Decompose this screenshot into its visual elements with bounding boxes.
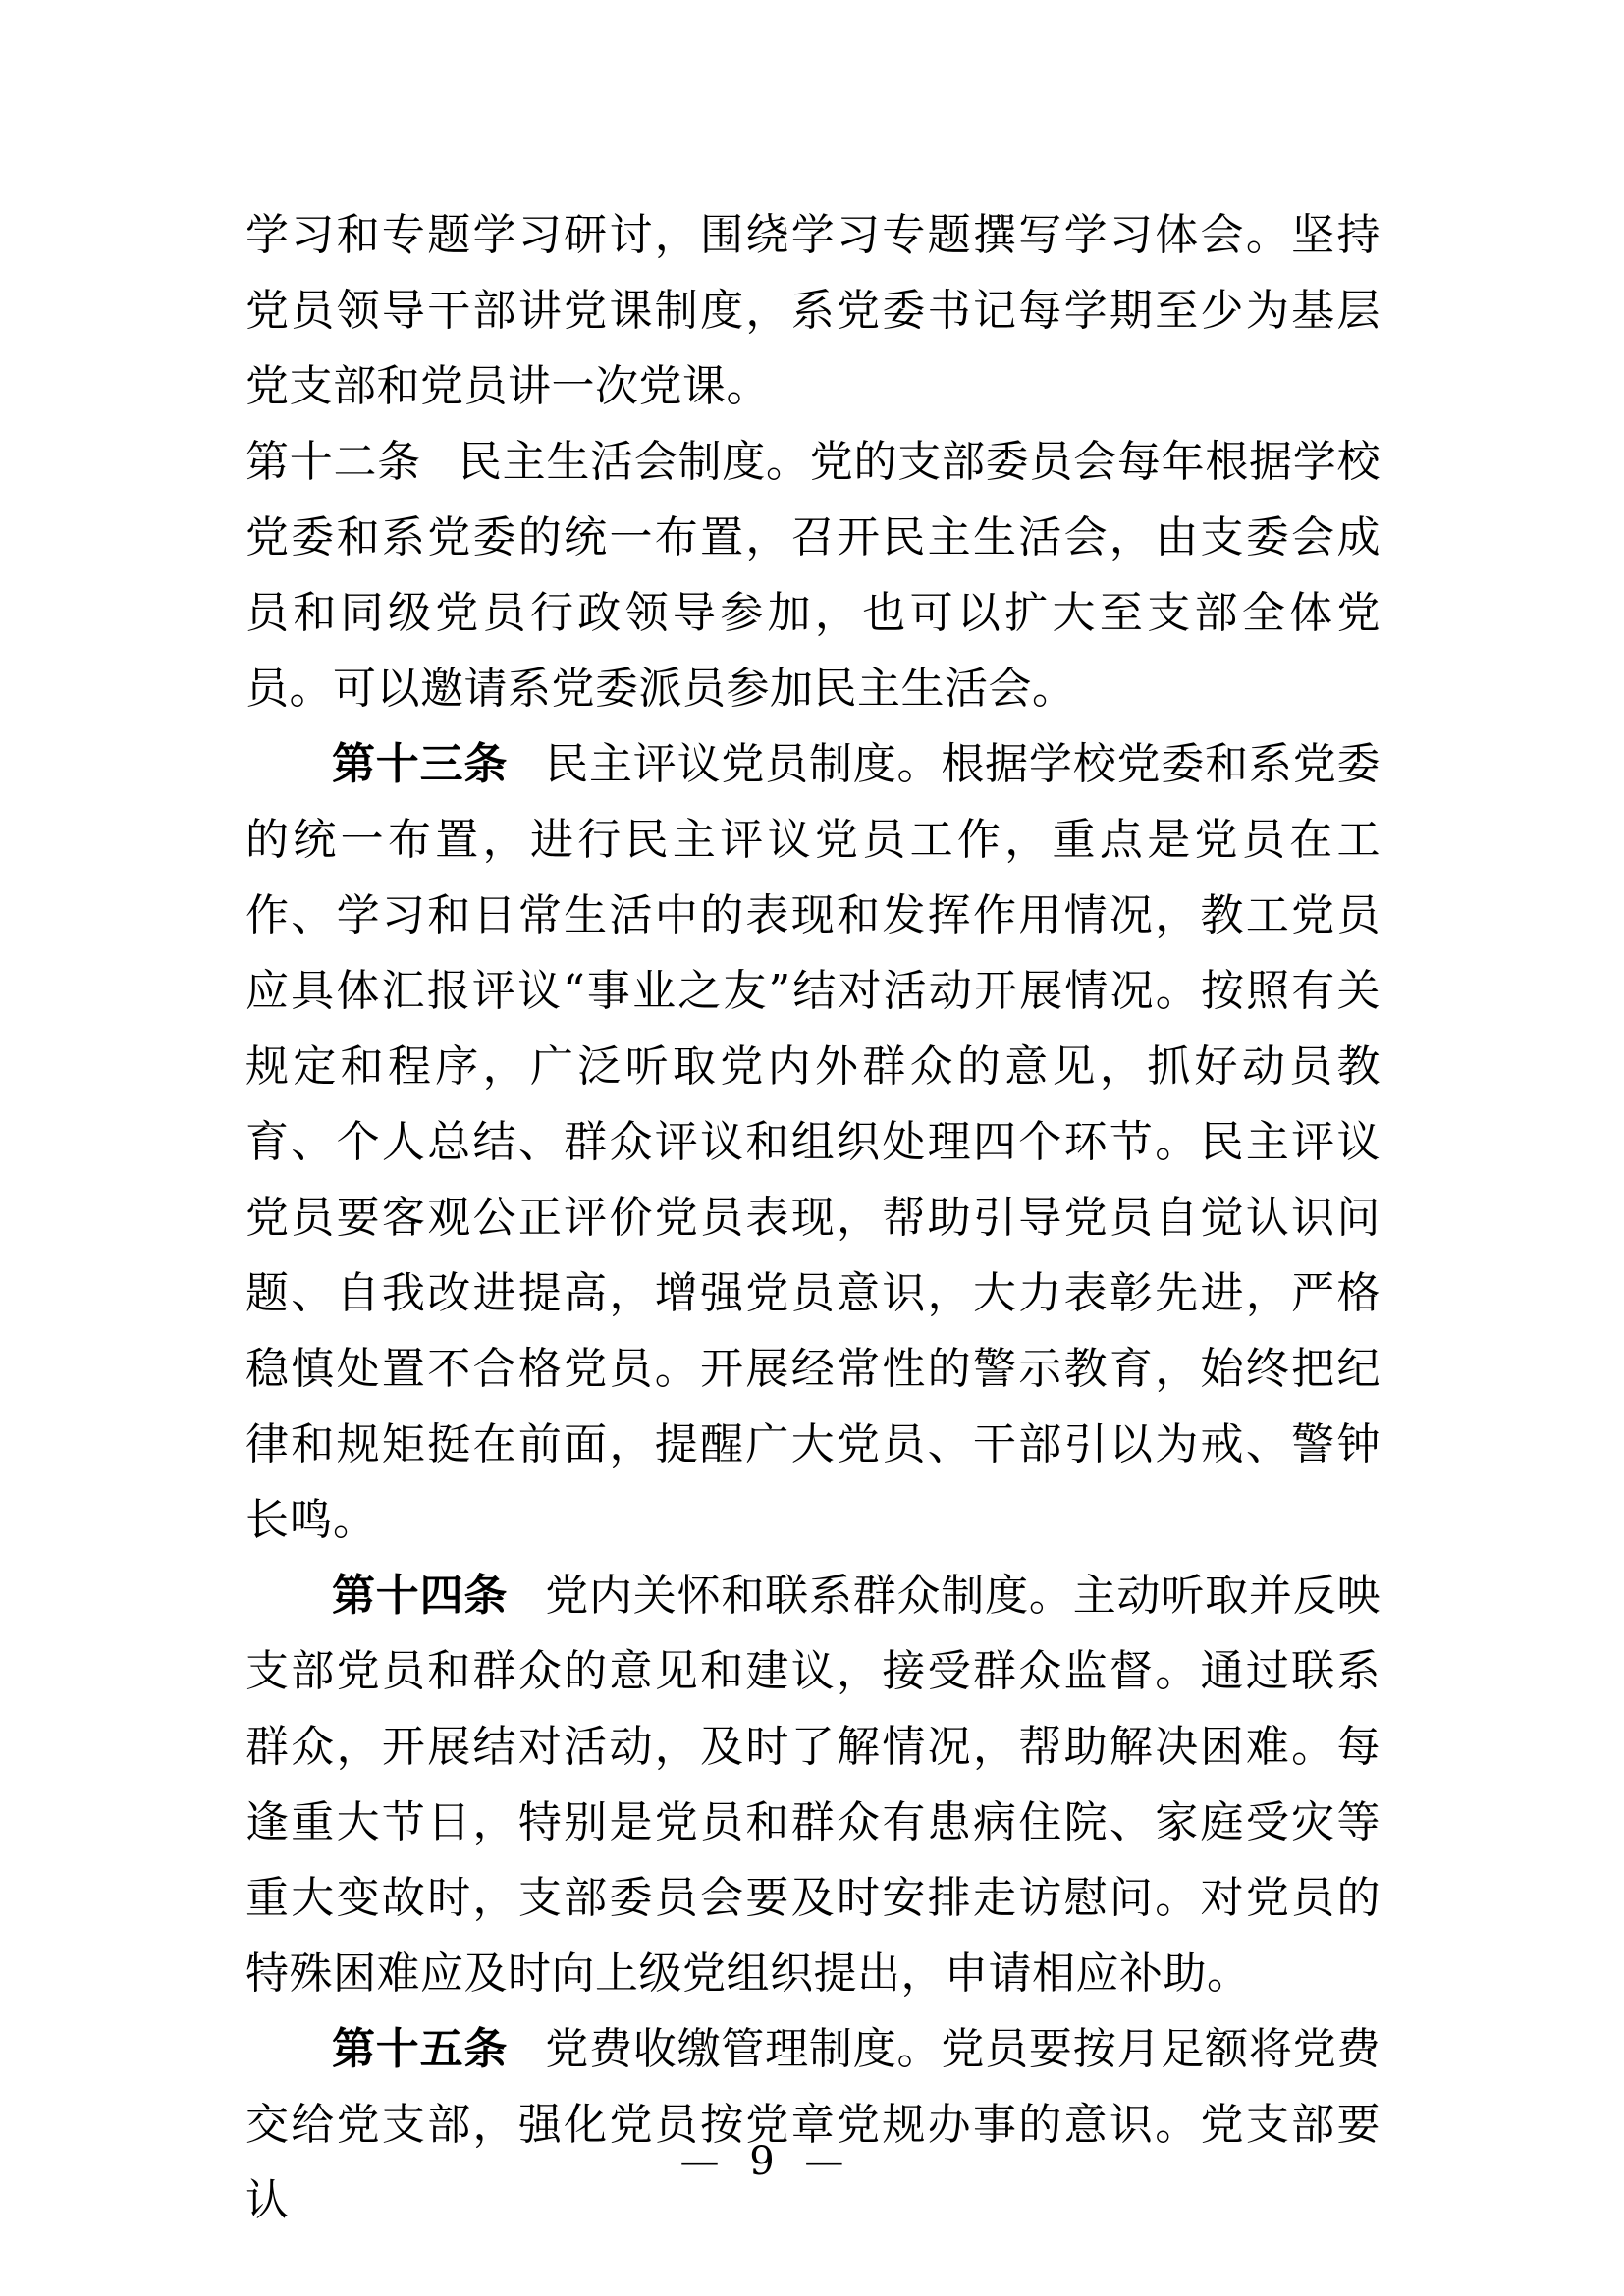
- paragraph-text: 民主生活会制度。党的支部委员会每年根据学校党委和系党委的统一布置，召开民主生活会，由支委会成员和同级党员行政领导参加，也可以扩大至支部全体党员。可以邀请系党委派员参加民主生活会。: [245, 437, 1381, 714]
- article-number: 第十四条: [332, 1571, 509, 1621]
- paragraph: [245, 2011, 1380, 2238]
- article-number: 第十二条: [245, 437, 421, 487]
- paragraph: [245, 1558, 1380, 2011]
- paragraph-text: 党费收缴管理制度。党员要按月足额将党费交给党支部，强化党员按党章党规办事的意识。党支部要认: [245, 2024, 1381, 2225]
- paragraph-text: 党内关怀和联系群众制度。主动听取并反映支部党员和群众的意见和建议，接受群众监督。通过联系群众，开展结对活动，及时了解情况，帮助解决困难。每逢重大节日，特别是党员和群众有患病住院、家庭受灾等重大变故时，支部委员会要及时安排走访慰问。对党员的特殊困难应及时向上级党组织提出，申请相应补助。: [245, 1571, 1381, 1999]
- paragraph-text: 民主评议党员制度。根据学校党委和系党委的统一布置，进行民主评议党员工作，重点是党员在工作、学习和日常生活中的表现和发挥作用情况，教工党员应具体汇报评议“事业之友”结对活动开展情况。按照有关规定和程序，广泛听取党内外群众的意见，抓好动员教育、个人总结、群众评议和组织处理四个环节。民主评议党员要客观公正评价党员表现，帮助引导党员自觉认识问题、自我改进提高，增强党员意识，大力表彰先进，严格稳慎处置不合格党员。开展经常性的警示教育，始终把纪律和规矩挺在前面，提醒广大党员、干部引以为戒、警钟长鸣。: [245, 739, 1381, 1545]
- document-text-block: [245, 197, 1380, 2238]
- paragraph: [245, 424, 1380, 726]
- paragraph: [245, 197, 1380, 424]
- paragraph: [245, 726, 1380, 1558]
- article-number: 第十五条: [332, 2024, 509, 2074]
- paragraph-text: 学习和专题学习研讨，围绕学习专题撰写学习体会。坚持党员领导干部讲党课制度，系党委书记每学期至少为基层党支部和党员讲一次党课。: [245, 210, 1380, 411]
- article-number: 第十三条: [332, 739, 509, 789]
- page-number-footer: — 9 —: [679, 2139, 846, 2184]
